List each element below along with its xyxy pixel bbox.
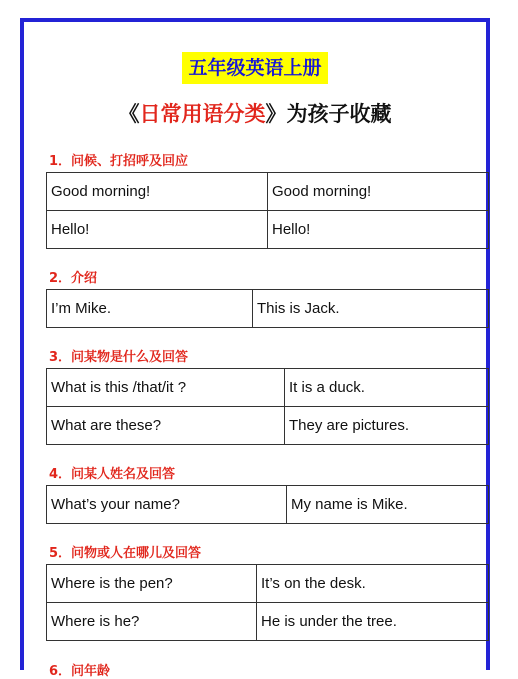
- table-cell: Good morning!: [47, 173, 268, 211]
- section-6-label: 6．问年龄: [49, 664, 111, 679]
- table-row: [47, 603, 489, 641]
- table-row: [47, 369, 489, 407]
- subtitle-highlight: 日常用语分类: [139, 102, 266, 126]
- doc-subtitle: [24, 98, 486, 128]
- subtitle-open-bracket: 《: [118, 102, 140, 126]
- table-cell: It is a duck.: [285, 369, 489, 407]
- table-cell: What is this /that/it ?: [47, 369, 285, 407]
- table-cell: It’s on the desk.: [257, 565, 489, 603]
- section-5-table: [46, 564, 489, 641]
- table-row: [47, 290, 489, 328]
- table-cell: Hello!: [268, 211, 489, 249]
- table-cell: I’m Mike.: [47, 290, 253, 328]
- table-row: [47, 486, 489, 524]
- table-cell: This is Jack.: [253, 290, 489, 328]
- section-1-table: [46, 172, 489, 249]
- title-wrap: [24, 52, 486, 84]
- table-cell: They are pictures.: [285, 407, 489, 445]
- section-4-label: 4．问某人姓名及回答: [49, 467, 176, 482]
- section-1-label: 1．问候、打招呼及回应: [49, 154, 189, 169]
- section-2-label: 2．介绍: [49, 271, 98, 286]
- section-2-table: [46, 289, 489, 328]
- table-row: [47, 565, 489, 603]
- table-cell: Where is the pen?: [47, 565, 257, 603]
- table-cell: He is under the tree.: [257, 603, 489, 641]
- table-cell: Good morning!: [268, 173, 489, 211]
- section-4-table: [46, 485, 489, 524]
- table-cell: Hello!: [47, 211, 268, 249]
- section-5-label: 5．问物或人在哪儿及回答: [49, 546, 202, 561]
- table-cell: Where is he?: [47, 603, 257, 641]
- table-cell: What’s your name?: [47, 486, 287, 524]
- table-row: [47, 407, 489, 445]
- table-cell: What are these?: [47, 407, 285, 445]
- document-frame: [20, 18, 490, 679]
- section-3-label: 3．问某物是什么及回答: [49, 350, 189, 365]
- section-3-table: [46, 368, 489, 445]
- subtitle-rest: 》为孩子收藏: [265, 102, 392, 126]
- table-cell: My name is Mike.: [287, 486, 489, 524]
- table-row: [47, 173, 489, 211]
- doc-title: 五年级英语上册: [182, 52, 327, 84]
- table-row: [47, 211, 489, 249]
